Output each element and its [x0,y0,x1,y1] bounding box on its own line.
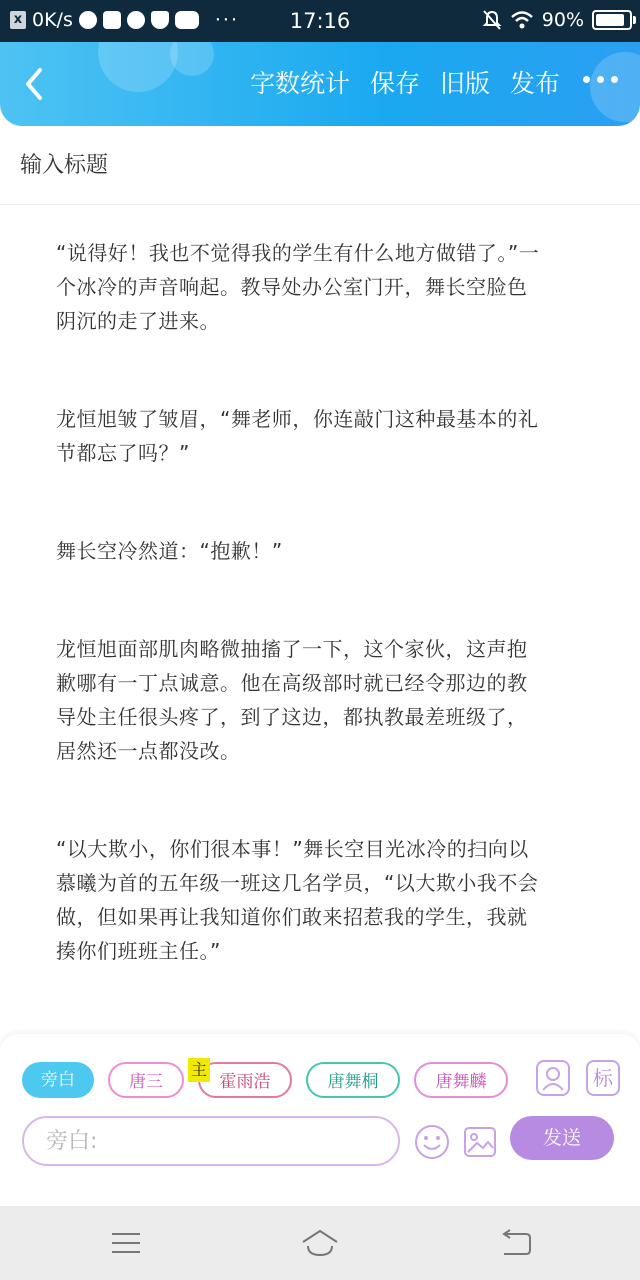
more-options-icon[interactable] [583,76,618,83]
system-nav-bar [0,1206,640,1280]
tag-button[interactable]: 标 [586,1060,620,1096]
chip-tang-san[interactable]: 唐三 [108,1062,184,1098]
title-row [0,126,640,205]
more-notifications: ··· [214,9,239,31]
emoji-icon[interactable] [414,1124,450,1160]
back-nav-icon[interactable] [498,1228,534,1258]
composer-row [22,1116,622,1168]
paragraph: “以大欺小，你们很本事！”舞长空目光冰冷的扫向以慕曦为首的五年级一班这几名学员，“以大欺小我不会做，但如果再让我知道你们敢来招惹我的学生，我就揍你们班班主任。” [56,837,539,963]
clock: 17:16 [289,9,351,33]
mute-bell-icon [482,9,502,31]
menu-icon[interactable] [108,1228,144,1258]
person-icon [538,1062,568,1094]
old-version-button[interactable]: 旧版 [439,69,490,98]
battery-icon [592,10,632,30]
back-icon[interactable] [20,64,50,104]
chip-tang-wutong[interactable]: 唐舞桐 [306,1062,400,1098]
paragraph: 龙恒旭面部肌肉略微抽搐了一下，这个家伙，这声抱歉哪有一丁点诚意。他在高级部时就已经令那边的教导处主任很头疼了，到了这边，都执教最差班级了，居然还一点都没改。 [56,637,528,763]
paragraph: 舞长空冷然道：“抱歉！” [56,539,283,563]
send-button[interactable]: 发送 [510,1116,614,1160]
story-content [56,236,546,1032]
status-bar [0,0,640,42]
notification-icon: x [10,11,26,29]
composer-panel [0,1034,640,1170]
chip-tang-wulin[interactable]: 唐舞麟 [414,1062,508,1098]
title-input[interactable] [18,146,602,184]
image-icon[interactable] [462,1124,498,1160]
battery-percent: 90% [541,9,584,31]
chip-huo-yuhao[interactable]: 霍雨浩 [198,1062,292,1098]
character-manage-button[interactable] [536,1060,570,1096]
wifi-icon [510,10,534,30]
main-character-badge: 主 [188,1058,210,1082]
dialogue-input[interactable] [22,1116,400,1166]
app-header [0,42,640,126]
publish-button[interactable]: 发布 [509,69,560,98]
word-count-button[interactable]: 字数统计 [249,69,350,98]
character-chips [22,1062,522,1102]
chip-narrator[interactable]: 旁白 [22,1062,94,1098]
network-speed: 0K/s [32,9,73,31]
home-icon[interactable] [300,1228,340,1258]
paragraph: “说得好！我也不觉得我的学生有什么地方做错了。”一个冰冷的声音响起。教导处办公室门开，舞长空脸色阴沉的走了进来。 [56,241,540,333]
paragraph: 龙恒旭皱了皱眉，“舞老师，你连敲门这种最基本的礼节都忘了吗？” [56,407,539,465]
save-button[interactable]: 保存 [369,69,420,98]
